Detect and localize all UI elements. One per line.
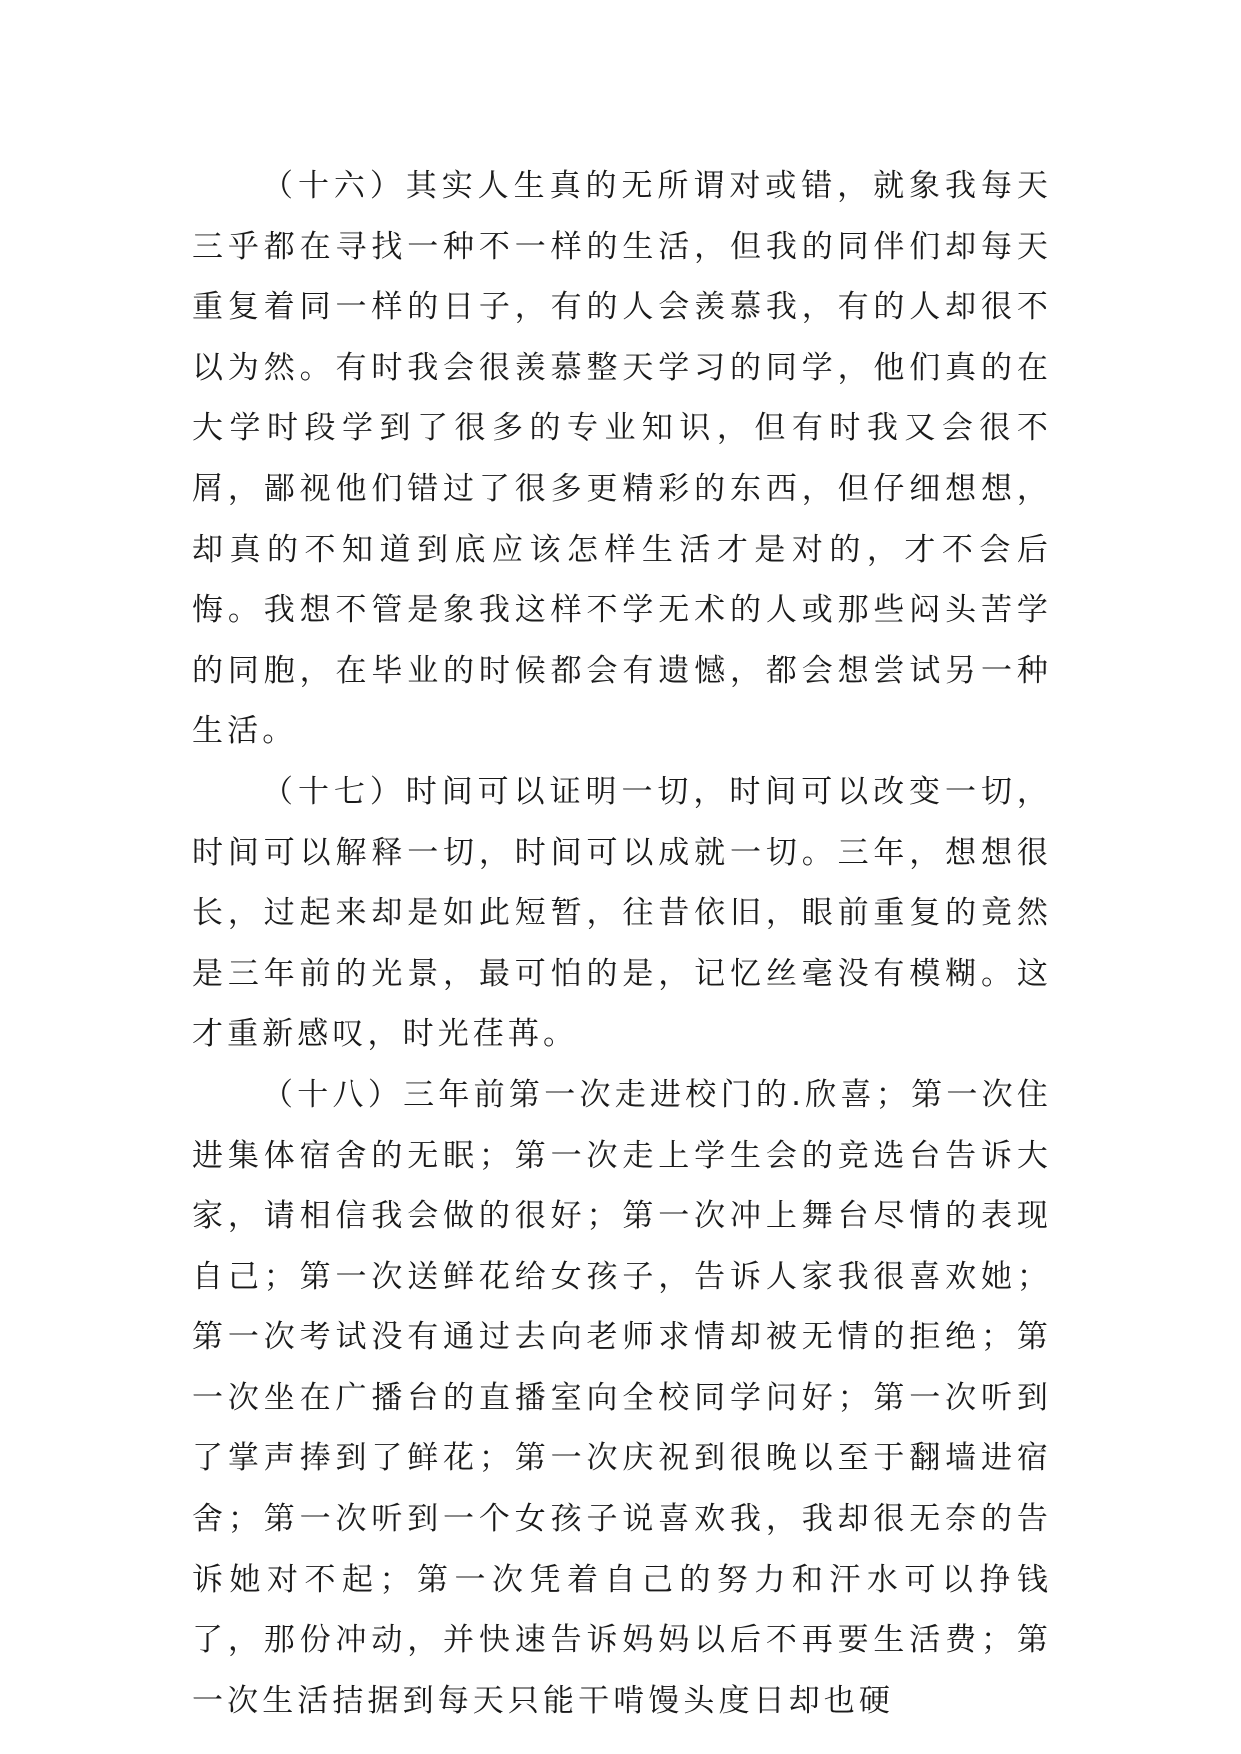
paragraph-16: （十六）其实人生真的无所谓对或错，就象我每天三乎都在寻找一种不一样的生活，但我的同伴们却每天重复着同一样的日子，有的人会羡慕我，有的人却很不以为然。有时我会很羡慕整天学习的同学，他们真的在大学时段学到了很多的专业知识，但有时我又会很不屑，鄙视他们错过了很多更精彩的东西，但仔细想想，却真的不知道到底应该怎样生活才是对的，才不会后悔。我想不管是象我这样不学无术的人或那些闷头苦学的同胞，在毕业的时候都会有遗憾，都会想尝试另一种生活。 [192,168,1052,750]
paragraph-17: （十七）时间可以证明一切，时间可以改变一切，时间可以解释一切，时间可以成就一切。三年，想想很长，过起来却是如此短暂，往昔依旧，眼前重复的竟然是三年前的光景，最可怕的是，记忆丝毫没有模糊。这才重新感叹，时光荏苒。 [192,773,1052,1053]
paragraph-18: （十八）三年前第一次走进校门的.欣喜；第一次住进集体宿舍的无眠；第一次走上学生会的竞选台告诉大家，请相信我会做的很好；第一次冲上舞台尽情的表现自己；第一次送鲜花给女孩子，告诉人家我很喜欢她；第一次考试没有通过去向老师求情却被无情的拒绝；第一次坐在广播台的直播室向全校同学问好；第一次听到了掌声捧到了鲜花；第一次庆祝到很晚以至于翻墙进宿舍；第一次听到一个女孩子说喜欢我，我却很无奈的告诉她对不起；第一次凭着自己的努力和汗水可以挣钱了，那份冲动，并快速告诉妈妈以后不再要生活费；第一次生活拮据到每天只能干啃馒头度日却也硬 [192,1076,1052,1719]
document-body [192,156,1052,1731]
